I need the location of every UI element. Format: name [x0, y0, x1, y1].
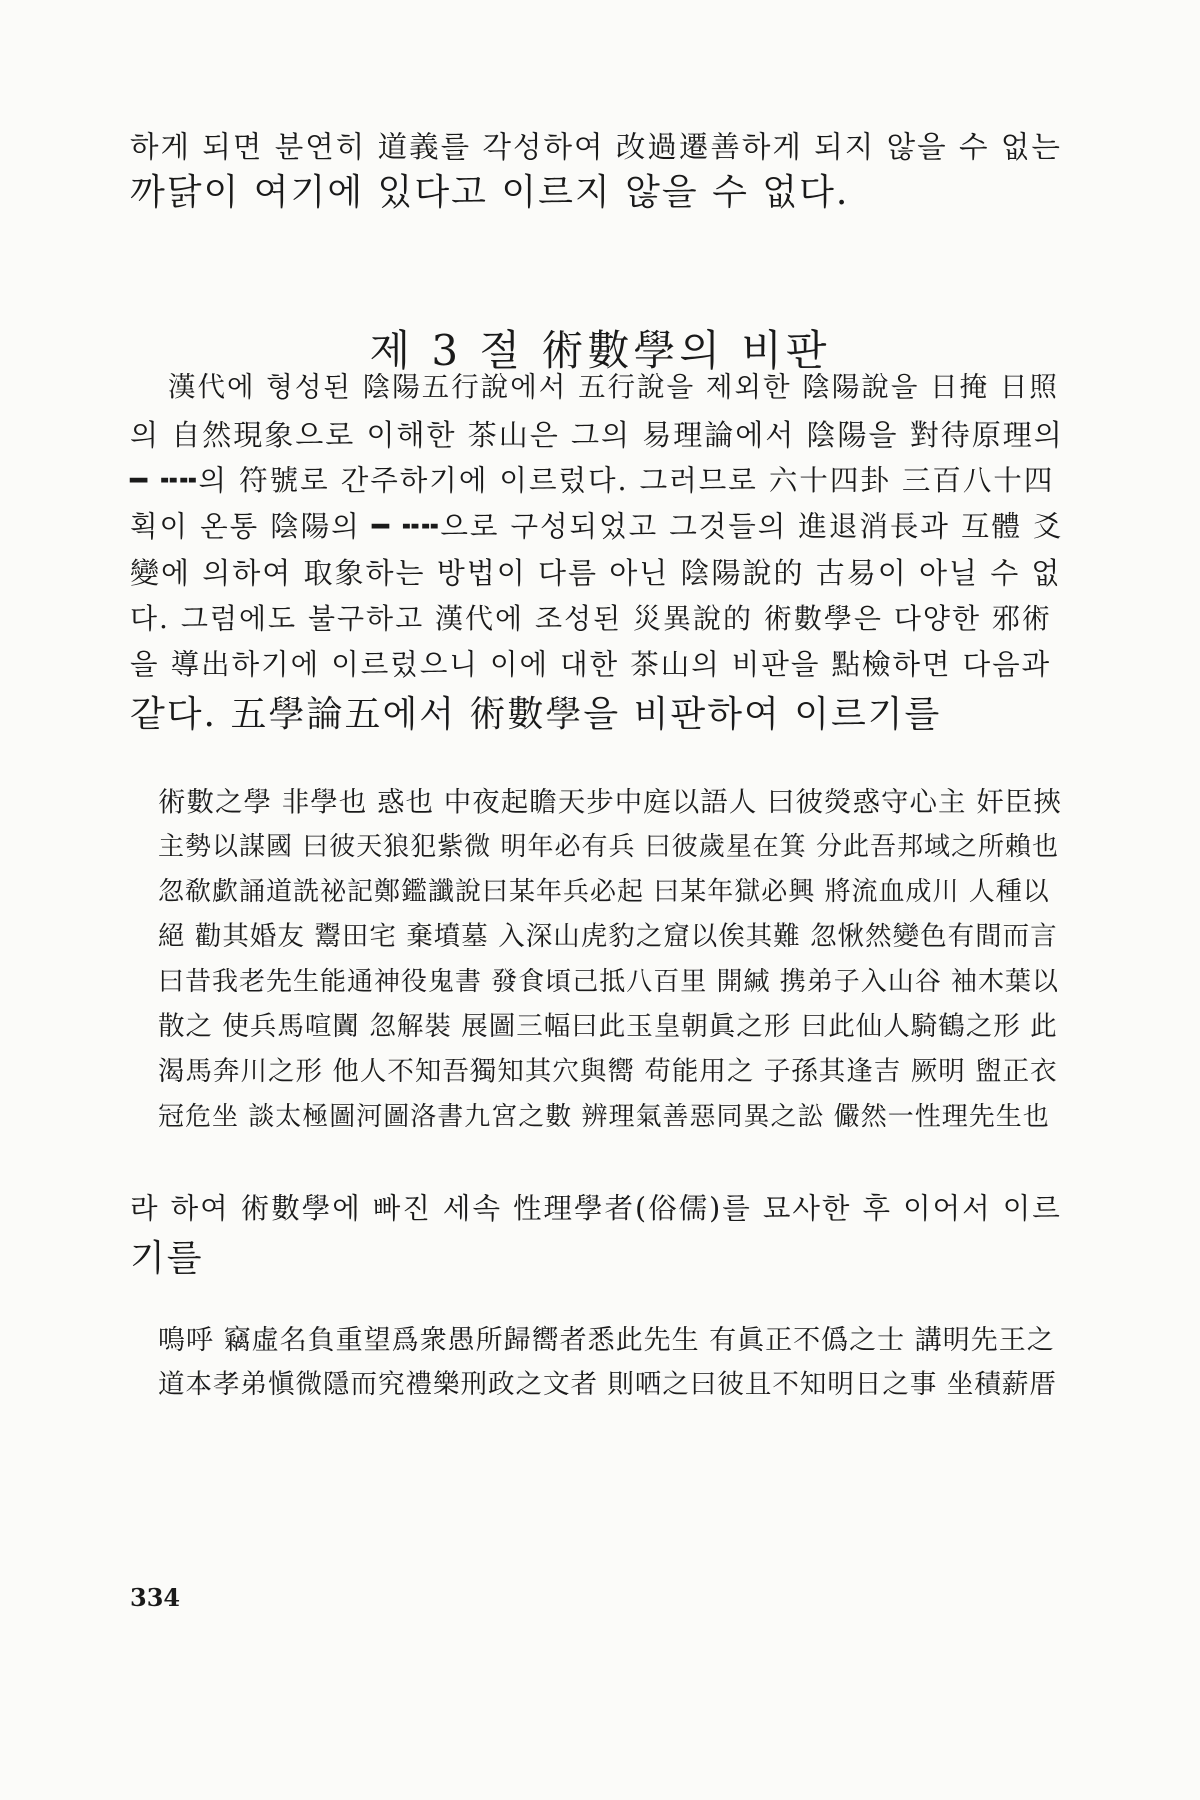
text-line: 을 導出하기에 이르렀으니 이에 대한 茶山의 비판을 點檢하면 다음과	[130, 648, 1052, 681]
text-line: 의 自然現象으로 이해한 茶山은 그의 易理論에서 陰陽을 對待原理의	[130, 418, 1064, 452]
quote-line: 忽欷歔誦道詵祕記鄭鑑讖說曰某年兵必起 曰某年獄必興 將流血成川 人種以	[158, 877, 1050, 907]
quote-line: 術數之學 非學也 惑也 中夜起瞻天步中庭以語人 曰彼熒惑守心主 奸臣挾	[158, 786, 1062, 818]
quote-line: 絕 勸其婚友 鬻田宅 棄墳墓 入深山虎豹之窟以俟其難 忽愀然變色有間而言	[158, 921, 1058, 952]
quote-line: 散之 使兵馬喧闐 忽解裝 展圖三幅曰此玉皇朝眞之形 曰此仙人騎鶴之形 此	[158, 1011, 1058, 1042]
text-line: 까닭이 여기에 있다고 이르지 않을 수 없다.	[130, 172, 850, 213]
text-line: 같다. 五學論五에서 術數學을 비판하여 이르기를	[130, 694, 942, 735]
quote-line: 道本孝弟愼微隱而究禮樂刑政之文者 則哂之曰彼且不知明日之事 坐積薪厝	[158, 1369, 1057, 1400]
text-line: 漢代에 형성된 陰陽五行說에서 五行說을 제외한 陰陽說을 日掩 日照	[168, 371, 1059, 403]
quote-line: 鳴呼 竊虛名負重望爲衆愚所歸嚮者悉此先生 有眞正不僞之士 講明先王之	[158, 1325, 1055, 1356]
text-line: ━ ╍╍의 符號로 간주하기에 이르렀다. 그러므로 六十四卦 三百八十四	[130, 464, 1055, 497]
section-title: 제 3 절 術數學의 비판	[369, 326, 831, 375]
quote-line: 曰昔我老先生能通神役鬼書 發食頃己抵八百里 開緘 携弟子入山谷 袖木葉以	[158, 967, 1060, 997]
text-line: 다. 그럼에도 불구하고 漢代에 조성된 災異說的 術數學은 다양한 邪術	[130, 602, 1052, 635]
text-line: 기를	[130, 1238, 204, 1279]
page-number: 334	[130, 1583, 181, 1612]
quote-line: 冠危坐 談太極圖河圖洛書九宮之數 辨理氣善惡同異之訟 儼然一性理先生也	[158, 1102, 1050, 1132]
text-line: 라 하여 術數學에 빠진 세속 性理學者(俗儒)를 묘사한 후 이어서 이르	[130, 1192, 1062, 1225]
text-line: 變에 의하여 取象하는 방법이 다름 아닌 陰陽說的 古易이 아닐 수 없	[130, 556, 1062, 590]
text-line: 획이 온통 陰陽의 ━ ╍╍으로 구성되었고 그것들의 進退消長과 互體 爻	[130, 510, 1064, 543]
text-line: 하게 되면 분연히 道義를 각성하여 改過遷善하게 되지 않을 수 없는	[130, 130, 1062, 164]
quote-line: 主勢以謀國 曰彼天狼犯紫微 明年必有兵 曰彼歲星在箕 分此吾邦域之所賴也	[158, 832, 1060, 862]
quote-line: 渴馬奔川之形 他人不知吾獨知其穴與嚮 苟能用之 子孫其逢吉 厥明 盥正衣	[158, 1056, 1058, 1087]
